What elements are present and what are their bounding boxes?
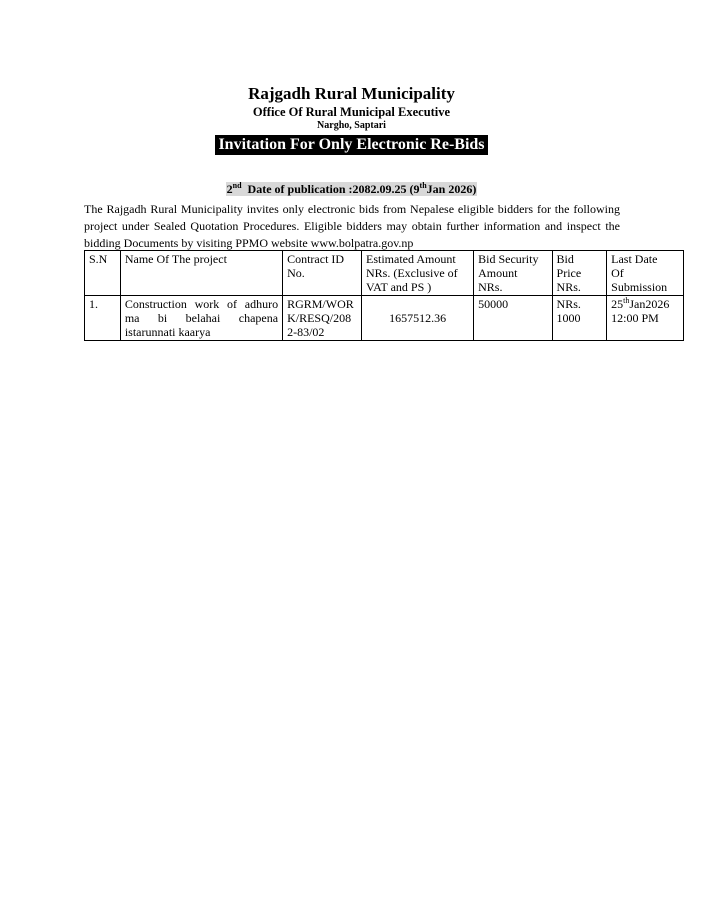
- publication-date: [0, 182, 703, 197]
- cell-sn: 1.: [85, 296, 121, 341]
- last-date-month-year: Jan2026: [629, 297, 670, 311]
- cell-last-date: [607, 296, 684, 341]
- header-amount-line: NRs. (Exclusive of: [366, 266, 458, 280]
- cell-estimated-amount: 1657512.36: [362, 296, 474, 341]
- header-bid-price: [552, 251, 607, 296]
- header-price-line: Bid: [556, 252, 574, 266]
- header-last-date: [607, 251, 684, 296]
- header-bid-security: [474, 251, 552, 296]
- publication-date-highlight: [226, 182, 478, 196]
- publication-month-year: Jan 2026): [426, 182, 477, 196]
- contract-id-line: K/RESQ/208: [287, 311, 352, 325]
- notice-banner: Invitation For Only Electronic Re-Bids: [215, 135, 487, 155]
- header-last-date-line: Submission: [611, 280, 668, 294]
- header-price-line: NRs.: [556, 280, 581, 294]
- municipality-title: Rajgadh Rural Municipality: [248, 84, 455, 103]
- publication-label: Date of publication :2082.09.25 (: [247, 182, 414, 196]
- cell-bid-price: [552, 296, 607, 341]
- contract-id-line: RGRM/WOR: [287, 297, 354, 311]
- header-last-date-line: Last Date: [611, 252, 658, 266]
- header-security-line: NRs.: [478, 280, 503, 294]
- publication-day: 9: [413, 182, 420, 196]
- header-amount-line: VAT and PS ): [366, 280, 432, 294]
- intro-paragraph: The Rajgadh Rural Municipality invites only electronic bids from Nepalese eligible bidders for the following project under Sealed Quotation Procedures. Eligible bidders may obtain further information and inspect the bidding Documents by visiting PPMO website www.bolpatra.gov.np: [84, 202, 620, 250]
- office-address: Nargho, Saptari: [317, 120, 386, 131]
- header-contract-id: [283, 251, 362, 296]
- header-last-date-line: Of: [611, 266, 624, 280]
- table-row: [85, 296, 684, 341]
- header-contract-line: Contract ID: [287, 252, 345, 266]
- header-security-line: Amount: [478, 266, 518, 280]
- table-header-row: [85, 251, 684, 296]
- last-date-suffix: th: [623, 296, 630, 305]
- bid-price-line: 1000: [556, 311, 581, 325]
- publication-ordinal-suffix: nd: [232, 181, 242, 190]
- publication-day-suffix: th: [419, 181, 427, 190]
- last-date-time: 12:00 PM: [611, 311, 659, 325]
- last-date-day: 25: [611, 297, 624, 311]
- header-price-line: Price: [556, 266, 582, 280]
- header-contract-line: No.: [287, 266, 305, 280]
- header-project-name: Name Of The project: [120, 251, 282, 296]
- bids-table: [84, 250, 684, 341]
- contract-id-line: 2-83/02: [287, 325, 325, 339]
- header-security-line: Bid Security: [478, 252, 539, 266]
- publication-ordinal: 2: [226, 182, 233, 196]
- last-date-value: [611, 297, 679, 311]
- header-amount-line: Estimated Amount: [366, 252, 456, 266]
- header-sn: S.N: [85, 251, 121, 296]
- bid-price-line: NRs.: [556, 297, 581, 311]
- banner-container: [0, 135, 703, 155]
- cell-bid-security: 50000: [474, 296, 552, 341]
- office-name: Office Of Rural Municipal Executive: [252, 105, 451, 119]
- header-estimated-amount: [362, 251, 474, 296]
- cell-project-name: Construction work of adhuro ma bi belahai chapena istarunnati kaarya: [120, 296, 282, 341]
- cell-contract-id: [283, 296, 362, 341]
